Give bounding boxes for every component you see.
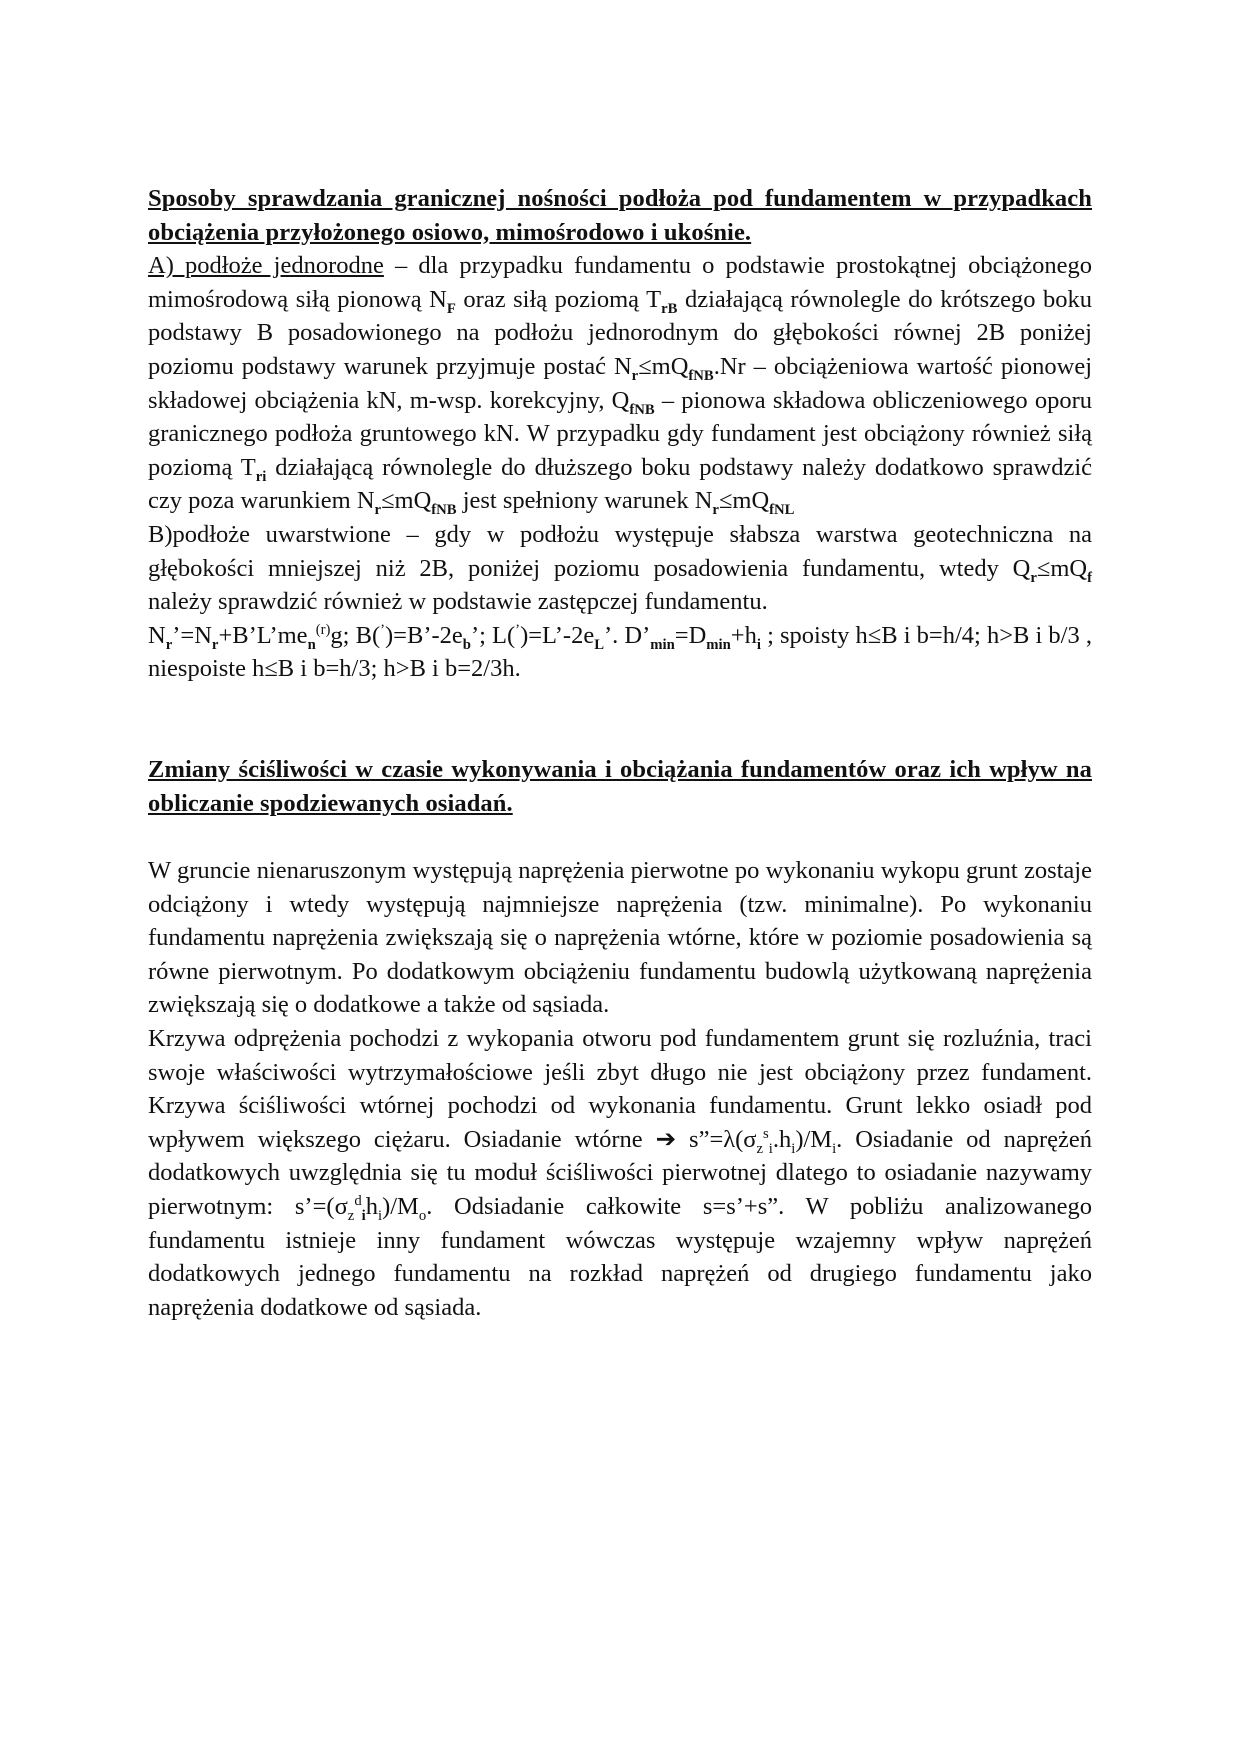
section1-heading: Sposoby sprawdzania granicznej nośności podłoża pod fundamentem w przypadkach obciążenia przyłożonego osiowo, mimośrodowo i ukośnie. [148,185,1092,246]
subsection-a-label: A) podłoże jednorodne [148,252,384,280]
section1-paragraph-b: B)podłoże uwarstwione – gdy w podłożu występuje słabsza warstwa geotechniczna na głębokości mniejszej niż 2B, poniżej poziomu posadowienia fundamentu, wtedy $Q_r\le mQ_f$ należy sprawdzić również w podstawie zastępczej fundamentu. [148,520,1092,616]
section2-heading: Zmiany ściśliwości w czasie wykonywania i obciążania fundamentów oraz ich wpływ na obliczanie spodziewanych osiadań. [148,755,1092,817]
arrow-right-icon: ➔ [655,1125,677,1153]
spacer [148,686,1092,753]
section1-paragraph-a: A) podłoże jednorodne – dla przypadku fundamentu o podstawie prostokątnej obciążonego mimośrodową siłą pionową $N_F$ oraz siłą poziomą $T_{rB}$ działającą równolegle do krótszego boku podstawy B posadowionego na podłożu jednorodnym do głębokości równej 2B poniżej poziomu podstawy warunek przyjmuje postać $N_r\le mQ_{fNB}.Nr$ – obciążeniowa wartość pionowej składowej obciążenia kN, m-wsp. korekcyjny, $Q_{fNB}$ – pionowa składowa obliczeniowego oporu granicznego podłoża gruntowego kN. W przypadku gdy fundament jest obciążony również siłą poziomą $T_{ri}$ działającą równolegle do dłuższego boku podstawy należy dodatkowo sprawdzić czy poza warunkiem $N_r\le mQ_{fNB}$ jest spełniony warunek $N_r\le mQ_{fNL}$ [148,252,1093,519]
spacer [148,820,1092,854]
section2-paragraph-1: W gruncie nienaruszonym występują naprężenia pierwotne po wykonaniu wykopu grunt zostaje odciążony i wtedy występują najmniejsze naprężenia (tzw. minimalne). Po wykonaniu fundamentu naprężenia zwiększają się o naprężenia wtórne, które w poziomie posadowienia są równe pierwotnym. Po dodatkowym obciążeniu fundamentu budowlą użytkowaną naprężenia zwiększają się o dodatkowe a także od sąsiada. [148,857,1092,1019]
section1-formula: $N_r’=N_r+B’L’me_n^{(r)}g$; $B(^’)=B’-2e_b$’; $L(^’)=L’-2e_L$’. $D’_{min}=D_{min}+h_i$ ; spoisty h≤B i b=h/4; h>B i b/3 , niespoiste h≤B i b=h/3; h>B i b=2/3h. [148,621,1092,683]
section2-paragraph-2: Krzywa odprężenia pochodzi z wykopania otworu pod fundamentem grunt się rozluźnia, traci swoje właściwości wytrzymałościowe jeśli zbyt długo nie jest obciążony przez fundament. Krzywa ściśliwości wtórnej pochodzi od wykonania fundamentu. Grunt lekko osiadł pod wpływem większego ciężaru. Osiadanie wtórne ➔ $s”=\lambda(\sigma_z^s_i.h_i)/M_i$. Osiadanie od naprężeń dodatkowych uwzględnia się tu moduł ściśliwości pierwotnej dlatego to osiadanie nazywamy pierwotnym: $s’=(\sigma_z^d_ih_i)/M_o$. Odsiadanie całkowite s=s’+s”. W pobliżu analizowanego fundamentu istnieje inny fundament wówczas występuje wzajemny wpływ naprężeń dodatkowych jednego fundamentu na rozkład naprężeń od drugiego fundamentu jako naprężenia dodatkowe od sąsiada. [148,1025,1092,1321]
document-page [148,182,1092,1324]
